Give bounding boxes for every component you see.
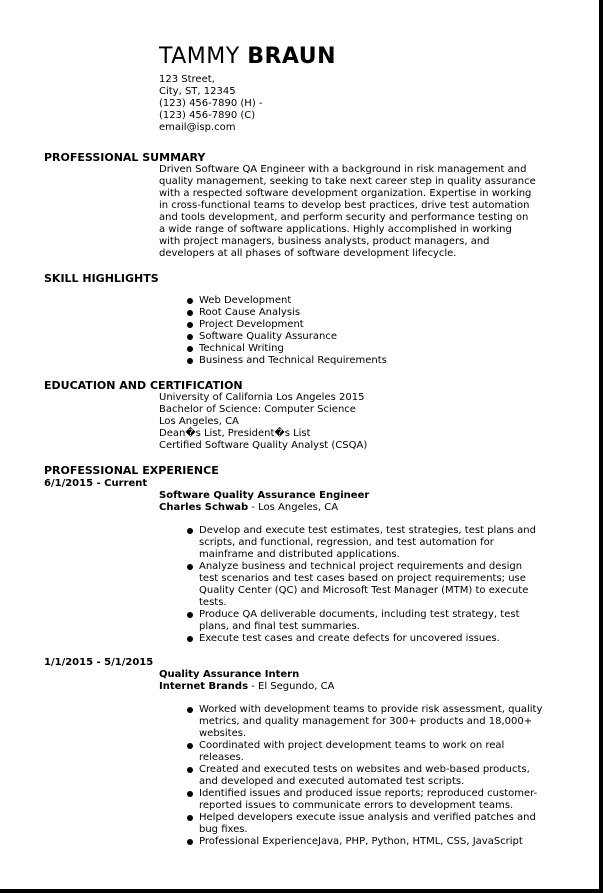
- degree: Bachelor of Science: Computer Science: [159, 404, 356, 415]
- job-title: Software Quality Assurance Engineer: [159, 490, 370, 501]
- skill-item: Root Cause Analysis: [185, 307, 387, 319]
- job-dates: 1/1/2015 - 5/1/2015: [44, 657, 154, 668]
- bullet-item: Created and executed tests on websites and web-based products, and developed and executed automated test scripts.: [185, 764, 542, 788]
- cell-phone: (123) 456-7890 (C): [159, 110, 256, 121]
- summary-line: a wide range of software applications. Highly accomplished in working: [159, 224, 512, 235]
- education-location: Los Angeles, CA: [159, 416, 239, 427]
- job-dates: 6/1/2015 - Current: [44, 478, 148, 489]
- university: University of California Los Angeles 2015: [159, 392, 365, 403]
- summary-line: developers at all phases of software development lifecycle.: [159, 248, 457, 259]
- certification: Certified Software Quality Analyst (CSQA): [159, 440, 368, 451]
- education-heading: EDUCATION AND CERTIFICATION: [44, 379, 243, 392]
- bullet-item: Worked with development teams to provide risk assessment, quality metrics, and quality management for 300+ products and 18,000+ websites.: [185, 704, 542, 740]
- bullet-item: Analyze business and technical project requirements and design test scenarios and test cases based on project requirements; use Quality Center (QC) and Microsoft Test Manager (MTM) to execute tests.: [185, 561, 536, 609]
- skill-item: Web Development: [185, 295, 387, 307]
- summary-line: with project managers, business analysts, product managers, and: [159, 236, 490, 247]
- skill-item: Software Quality Assurance: [185, 331, 387, 343]
- bullet-item: Helped developers execute issue analysis and verified patches and bug fixes.: [185, 812, 542, 836]
- job-company: Internet Brands - El Segundo, CA: [159, 681, 335, 692]
- skill-item: Project Development: [185, 319, 387, 331]
- bullet-item: Develop and execute test estimates, test strategies, test plans and scripts, and functional, regression, and test automation for mainframe and distributed applications.: [185, 525, 536, 561]
- city-line: City, ST, 12345: [159, 86, 236, 97]
- summary-line: quality management, seeking to take next career step in quality assurance: [159, 176, 536, 187]
- skill-item: Technical Writing: [185, 343, 387, 355]
- candidate-name: TAMMY BRAUN: [159, 44, 337, 69]
- email: email@isp.com: [159, 122, 236, 133]
- bullet-item: Execute test cases and create defects for uncovered issues.: [185, 633, 536, 645]
- home-phone: (123) 456-7890 (H) -: [159, 98, 263, 109]
- job-title: Quality Assurance Intern: [159, 669, 300, 680]
- bullet-item: Produce QA deliverable documents, including test strategy, test plans, and final test summaries.: [185, 609, 536, 633]
- bullet-item: Coordinated with project development teams to work on real releases.: [185, 740, 542, 764]
- summary-heading: PROFESSIONAL SUMMARY: [44, 151, 206, 164]
- summary-line: in cross-functional teams to develop best practices, drive test automation: [159, 200, 530, 211]
- bullet-item: Professional ExperienceJava, PHP, Python, HTML, CSS, JavaScript: [185, 836, 542, 848]
- bullet-item: Identified issues and produced issue reports; reproduced customer- reported issues to communicate errors to development teams.: [185, 788, 542, 812]
- skill-item: Business and Technical Requirements: [185, 355, 387, 367]
- experience-heading: PROFESSIONAL EXPERIENCE: [44, 464, 219, 477]
- honors: Dean�s List, President�s List: [159, 428, 311, 439]
- skills-heading: SKILL HIGHLIGHTS: [44, 272, 159, 285]
- job-company: Charles Schwab - Los Angeles, CA: [159, 502, 339, 513]
- summary-line: and tools development, and perform security and performance testing on: [159, 212, 529, 223]
- summary-line: with a respected software development organization. Expertise in working: [159, 188, 532, 199]
- address-line: 123 Street,: [159, 74, 215, 85]
- summary-line: Driven Software QA Engineer with a background in risk management and: [159, 164, 527, 175]
